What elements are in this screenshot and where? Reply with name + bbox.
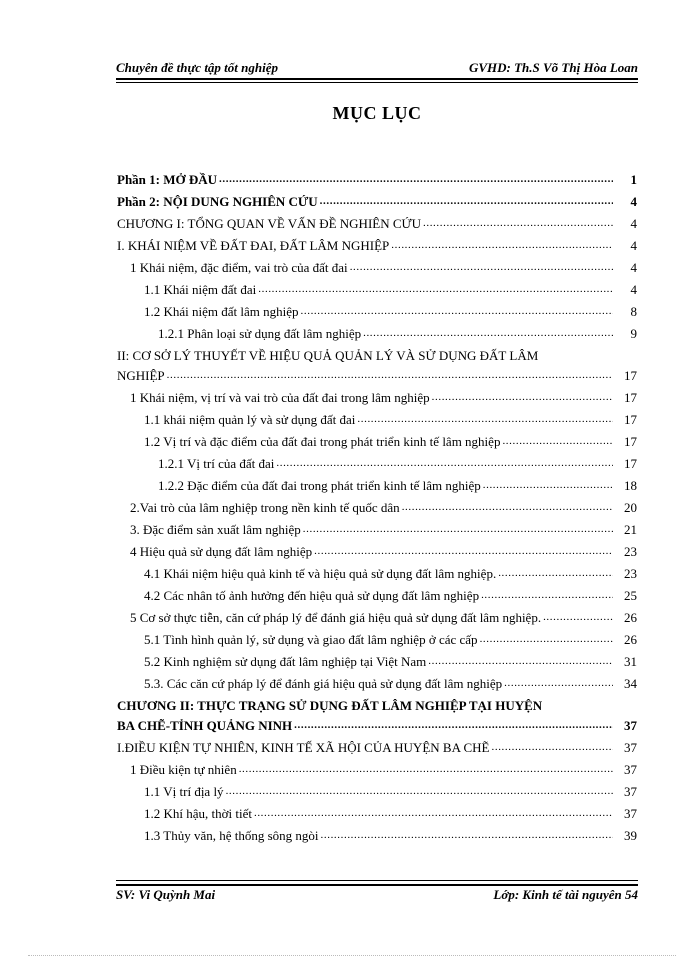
toc-leader-dots (276, 456, 613, 471)
toc-entry-page: 4 (630, 260, 637, 275)
toc-entry[interactable] (117, 253, 637, 275)
toc-entry[interactable] (117, 471, 637, 493)
toc-leader-dots (303, 522, 613, 537)
toc-entry-text: I. KHÁI NIỆM VỀ ĐẤT ĐAI, ĐẤT LÂM NGHIỆP (117, 238, 390, 253)
toc-leader-dots (432, 390, 613, 405)
toc-entry[interactable] (117, 187, 637, 209)
toc-leader-dots (320, 194, 613, 209)
toc-entry-text: 1.2 Khái niệm đất lâm nghiệp (144, 304, 299, 319)
toc-entry[interactable] (117, 625, 637, 647)
toc-leader-dots (321, 828, 613, 843)
toc-entry-text: 1.1 Khái niệm đất đai (144, 282, 257, 297)
toc-entry-text: 5.3. Các căn cứ pháp lý để đánh giá hiệu quả sử dụng đất lâm nghiệp (144, 676, 503, 691)
toc-entry-page: 21 (624, 522, 637, 537)
toc-entry[interactable] (117, 691, 637, 713)
toc-entry[interactable] (117, 493, 637, 515)
toc-leader-dots (219, 172, 613, 187)
footer-rule-thick (116, 884, 638, 886)
toc-entry[interactable] (117, 515, 637, 537)
toc-leader-dots (258, 282, 613, 297)
toc-entry[interactable] (117, 341, 637, 363)
toc-leader-dots (226, 784, 613, 799)
toc-leader-dots (481, 588, 613, 603)
table-of-contents (117, 165, 637, 843)
toc-leader-dots (167, 368, 613, 383)
toc-entry-text: 5.1 Tình hình quản lý, sử dụng và giao đất lâm nghiệp ở các cấp (144, 632, 478, 647)
toc-entry[interactable] (117, 733, 637, 755)
toc-entry-page: 4 (630, 216, 637, 231)
toc-entry-page: 37 (624, 784, 637, 799)
toc-entry-text: Phần 1: MỞ ĐẦU (117, 172, 218, 187)
page-title: MỤC LỤC (332, 103, 422, 123)
toc-leader-dots (428, 654, 613, 669)
toc-leader-dots (294, 718, 613, 733)
toc-leader-dots (254, 806, 613, 821)
toc-entry-text: 5.2 Kinh nghiệm sử dụng đất lâm nghiệp tại Việt Nam (144, 654, 427, 669)
toc-leader-dots (492, 740, 614, 755)
toc-leader-dots (391, 238, 613, 253)
toc-entry-page: 17 (624, 390, 637, 405)
header-rule-thick (116, 78, 638, 80)
toc-entry-text: 2.Vai trò của lâm nghiệp trong nền kinh tế quốc dân (130, 500, 400, 515)
toc-entry-text: 1.2.2 Đặc điểm của đất đai trong phát triển kinh tế lâm nghiệp (158, 478, 481, 493)
toc-entry-text: 1 Khái niệm, vị trí và vai trò của đất đai trong lâm nghiệp (130, 390, 430, 405)
toc-entry[interactable] (117, 581, 637, 603)
toc-entry-page: 17 (624, 434, 637, 449)
toc-entry[interactable] (117, 363, 637, 383)
toc-entry[interactable] (117, 755, 637, 777)
toc-entry-text: CHƯƠNG II: THỰC TRẠNG SỬ DỤNG ĐẤT LÂM NGHIỆP TẠI HUYỆN (117, 698, 543, 713)
toc-entry-text: 1.2 Vị trí và đặc điểm của đất đai trong phát triển kinh tế lâm nghiệp (144, 434, 501, 449)
toc-entry-text: 4 Hiệu quả sử dụng đất lâm nghiệp (130, 544, 313, 559)
toc-entry-text: 1 Khái niệm, đặc điểm, vai trò của đất đai (130, 260, 348, 275)
toc-entry[interactable] (117, 275, 637, 297)
toc-entry-page: 4 (630, 194, 637, 209)
footer-class: Lớp: Kinh tế tài nguyên 54 (493, 887, 638, 902)
toc-entry[interactable] (117, 319, 637, 341)
toc-entry-page: 37 (624, 740, 637, 755)
toc-entry-text: II: CƠ SỞ LÝ THUYẾT VỀ HIỆU QUẢ QUẢN LÝ VÀ SỬ DỤNG ĐẤT LÂM (117, 348, 539, 363)
toc-entry-text: 5 Cơ sở thực tiễn, căn cứ pháp lý để đánh giá hiệu quả sử dụng đất lâm nghiệp. (130, 610, 542, 625)
header-course-title: Chuyên đề thực tập tốt nghiệp (116, 60, 278, 75)
toc-leader-dots (502, 434, 613, 449)
toc-entry[interactable] (117, 383, 637, 405)
toc-entry[interactable] (117, 297, 637, 319)
toc-entry-page: 9 (630, 326, 637, 341)
toc-entry-text: I.ĐIỀU KIỆN TỰ NHIÊN, KINH TẾ XÃ HỘI CỦA HUYỆN BA CHẼ (117, 740, 490, 755)
toc-entry[interactable] (117, 449, 637, 471)
toc-entry[interactable] (117, 537, 637, 559)
toc-entry-page: 8 (630, 304, 637, 319)
toc-entry-page: 31 (624, 654, 637, 669)
toc-entry-page: 1 (630, 172, 637, 187)
toc-entry-page: 37 (624, 806, 637, 821)
toc-entry-text: NGHIỆP (117, 368, 165, 383)
toc-leader-dots (314, 544, 613, 559)
toc-entry[interactable] (117, 799, 637, 821)
toc-entry-text: 1.1 khái niệm quản lý và sử dụng đất đai (144, 412, 356, 427)
toc-entry-page: 17 (624, 368, 637, 383)
toc-entry-text: 3. Đặc điểm sản xuất lâm nghiệp (130, 522, 301, 537)
page-header (116, 60, 638, 76)
toc-leader-dots (350, 260, 613, 275)
toc-entry-page: 17 (624, 456, 637, 471)
page-footer (116, 887, 638, 903)
toc-leader-dots (480, 632, 613, 647)
toc-entry[interactable] (117, 405, 637, 427)
toc-entry-page: 17 (624, 412, 637, 427)
header-supervisor: GVHD: Th.S Võ Thị Hòa Loan (468, 60, 638, 75)
toc-entry-text: 4.1 Khái niệm hiệu quả kinh tế và hiệu quả sử dụng đất lâm nghiệp. (144, 566, 497, 581)
header-rule-thin (116, 82, 638, 83)
footer-rule-thin (116, 880, 638, 881)
toc-entry-page: 23 (624, 544, 637, 559)
toc-entry-page: 39 (624, 828, 637, 843)
toc-leader-dots (357, 412, 613, 427)
toc-entry-text: 1.2.1 Phân loại sử dụng đất lâm nghiệp (158, 326, 362, 341)
toc-leader-dots (498, 566, 613, 581)
toc-leader-dots (402, 500, 613, 515)
toc-entry-text: 1 Điều kiện tự nhiên (130, 762, 237, 777)
toc-entry-text: 1.2.1 Vị trí của đất đai (158, 456, 275, 471)
toc-leader-dots (239, 762, 613, 777)
toc-entry-page: 37 (624, 718, 637, 733)
toc-entry[interactable] (117, 559, 637, 581)
toc-entry[interactable] (117, 777, 637, 799)
toc-entry[interactable] (117, 427, 637, 449)
footer-student: SV: Vi Quỳnh Mai (116, 887, 216, 902)
toc-entry-page: 25 (624, 588, 637, 603)
toc-leader-dots (301, 304, 613, 319)
toc-leader-dots (543, 610, 613, 625)
page-bottom-edge (28, 955, 676, 956)
toc-entry-text: 1.1 Vị trí địa lý (144, 784, 224, 799)
toc-entry-text: Phần 2: NỘI DUNG NGHIÊN CỨU (117, 194, 318, 209)
toc-entry[interactable] (117, 165, 637, 187)
toc-entry[interactable] (117, 713, 637, 733)
toc-entry-page: 4 (630, 282, 637, 297)
toc-entry[interactable] (117, 669, 637, 691)
toc-leader-dots (504, 676, 613, 691)
toc-entry-page: 26 (624, 632, 637, 647)
toc-entry-page: 18 (624, 478, 637, 493)
toc-leader-dots (423, 216, 613, 231)
toc-entry-page: 20 (624, 500, 637, 515)
toc-entry-page: 26 (624, 610, 637, 625)
toc-entry-page: 34 (624, 676, 637, 691)
toc-entry-page: 23 (624, 566, 637, 581)
toc-entry-page: 4 (630, 238, 637, 253)
toc-entry[interactable] (117, 821, 637, 843)
toc-entry[interactable] (117, 231, 637, 253)
toc-entry-text: 4.2 Các nhân tố ảnh hưởng đến hiệu quả sử dụng đất lâm nghiệp (144, 588, 480, 603)
toc-entry-text: 1.3 Thủy văn, hệ thống sông ngòi (144, 828, 319, 843)
toc-entry[interactable] (117, 647, 637, 669)
toc-entry-text: BA CHẼ-TỈNH QUẢNG NINH (117, 718, 293, 733)
toc-leader-dots (483, 478, 613, 493)
toc-entry[interactable] (117, 209, 637, 231)
toc-leader-dots (363, 326, 613, 341)
toc-entry[interactable] (117, 603, 637, 625)
toc-entry-text: 1.2 Khí hậu, thời tiết (144, 806, 252, 821)
toc-entry-text: CHƯƠNG I: TỔNG QUAN VỀ VẤN ĐỀ NGHIÊN CỨU (117, 216, 421, 231)
toc-entry-page: 37 (624, 762, 637, 777)
